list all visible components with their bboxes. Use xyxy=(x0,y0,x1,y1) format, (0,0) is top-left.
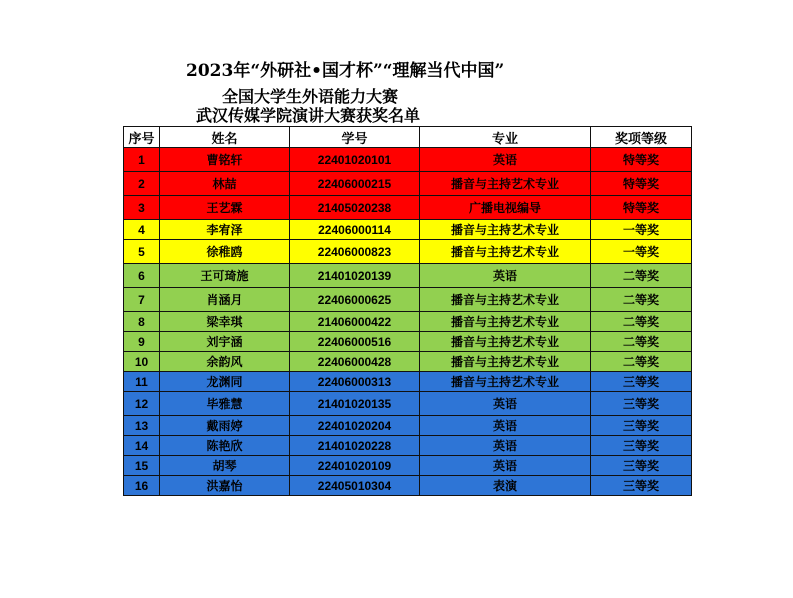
cell-student-id: 22406000823 xyxy=(290,240,420,264)
cell-major: 英语 xyxy=(420,148,591,172)
cell-name: 王可琦施 xyxy=(160,264,290,288)
cell-major: 播音与主持艺术专业 xyxy=(420,312,591,332)
table-header-row xyxy=(124,127,692,148)
cell-student-id: 21401020228 xyxy=(290,436,420,456)
cell-student-id: 22406000516 xyxy=(290,332,420,352)
cell-major: 英语 xyxy=(420,456,591,476)
cell-number: 3 xyxy=(124,196,160,220)
cell-award: 三等奖 xyxy=(591,416,692,436)
table-row xyxy=(124,148,692,172)
title-line-3: 武汉传媒学院演讲大赛获奖名单 xyxy=(196,106,421,125)
cell-number: 6 xyxy=(124,264,160,288)
cell-student-id: 22405010304 xyxy=(290,476,420,496)
cell-student-id: 22401020109 xyxy=(290,456,420,476)
table-row xyxy=(124,372,692,392)
cell-award: 二等奖 xyxy=(591,332,692,352)
cell-award: 特等奖 xyxy=(591,172,692,196)
cell-major: 播音与主持艺术专业 xyxy=(420,288,591,312)
cell-student-id: 22406000215 xyxy=(290,172,420,196)
cell-award: 三等奖 xyxy=(591,436,692,456)
cell-name: 徐稚鸥 xyxy=(160,240,290,264)
cell-award: 三等奖 xyxy=(591,476,692,496)
title-line-1: 2023年“外研社•国才杯”“理解当代中国” xyxy=(186,61,505,81)
cell-award: 二等奖 xyxy=(591,288,692,312)
cell-award: 二等奖 xyxy=(591,352,692,372)
cell-award: 一等奖 xyxy=(591,220,692,240)
cell-award: 特等奖 xyxy=(591,196,692,220)
cell-number: 4 xyxy=(124,220,160,240)
cell-award: 二等奖 xyxy=(591,264,692,288)
table-row xyxy=(124,456,692,476)
cell-number: 8 xyxy=(124,312,160,332)
title-line-2: 全国大学生外语能力大赛 xyxy=(222,87,399,106)
cell-name: 林喆 xyxy=(160,172,290,196)
cell-student-id: 21401020139 xyxy=(290,264,420,288)
header-award: 奖项等级 xyxy=(591,127,692,148)
cell-name: 洪嘉怡 xyxy=(160,476,290,496)
cell-number: 5 xyxy=(124,240,160,264)
cell-student-id: 21401020135 xyxy=(290,392,420,416)
cell-student-id: 22401020101 xyxy=(290,148,420,172)
cell-award: 三等奖 xyxy=(591,392,692,416)
cell-major: 英语 xyxy=(420,264,591,288)
cell-number: 11 xyxy=(124,372,160,392)
cell-student-id: 21406000422 xyxy=(290,312,420,332)
header-name: 姓名 xyxy=(160,127,290,148)
cell-major: 表演 xyxy=(420,476,591,496)
cell-name: 李宥泽 xyxy=(160,220,290,240)
table-row xyxy=(124,436,692,456)
cell-number: 7 xyxy=(124,288,160,312)
table-row xyxy=(124,392,692,416)
cell-name: 胡琴 xyxy=(160,456,290,476)
cell-number: 9 xyxy=(124,332,160,352)
cell-number: 1 xyxy=(124,148,160,172)
table-row xyxy=(124,352,692,372)
awards-table xyxy=(123,126,692,496)
cell-name: 龙渊同 xyxy=(160,372,290,392)
table-row xyxy=(124,416,692,436)
cell-number: 15 xyxy=(124,456,160,476)
cell-student-id: 22406000625 xyxy=(290,288,420,312)
table-row xyxy=(124,240,692,264)
cell-award: 三等奖 xyxy=(591,372,692,392)
header-student-id: 学号 xyxy=(290,127,420,148)
cell-number: 13 xyxy=(124,416,160,436)
cell-award: 三等奖 xyxy=(591,456,692,476)
cell-major: 播音与主持艺术专业 xyxy=(420,352,591,372)
cell-name: 陈艳欣 xyxy=(160,436,290,456)
cell-major: 播音与主持艺术专业 xyxy=(420,240,591,264)
cell-name: 曹铭轩 xyxy=(160,148,290,172)
header-number: 序号 xyxy=(124,127,160,148)
table-row xyxy=(124,332,692,352)
table-row xyxy=(124,288,692,312)
table-row xyxy=(124,220,692,240)
cell-major: 英语 xyxy=(420,436,591,456)
cell-major: 播音与主持艺术专业 xyxy=(420,172,591,196)
cell-student-id: 22406000114 xyxy=(290,220,420,240)
cell-name: 戴雨婷 xyxy=(160,416,290,436)
cell-major: 英语 xyxy=(420,416,591,436)
cell-student-id: 21405020238 xyxy=(290,196,420,220)
cell-name: 梁幸琪 xyxy=(160,312,290,332)
cell-award: 二等奖 xyxy=(591,312,692,332)
cell-number: 10 xyxy=(124,352,160,372)
cell-major: 播音与主持艺术专业 xyxy=(420,220,591,240)
cell-name: 王艺霖 xyxy=(160,196,290,220)
cell-major: 广播电视编导 xyxy=(420,196,591,220)
table-body xyxy=(124,148,692,496)
cell-name: 刘宇涵 xyxy=(160,332,290,352)
cell-student-id: 22401020204 xyxy=(290,416,420,436)
cell-student-id: 22406000313 xyxy=(290,372,420,392)
cell-name: 肖涵月 xyxy=(160,288,290,312)
table-row xyxy=(124,264,692,288)
cell-number: 16 xyxy=(124,476,160,496)
cell-number: 2 xyxy=(124,172,160,196)
table-row xyxy=(124,476,692,496)
table-row xyxy=(124,172,692,196)
cell-award: 一等奖 xyxy=(591,240,692,264)
cell-major: 英语 xyxy=(420,392,591,416)
cell-name: 毕雅慧 xyxy=(160,392,290,416)
cell-number: 14 xyxy=(124,436,160,456)
cell-student-id: 22406000428 xyxy=(290,352,420,372)
cell-major: 播音与主持艺术专业 xyxy=(420,372,591,392)
cell-award: 特等奖 xyxy=(591,148,692,172)
table-row xyxy=(124,196,692,220)
cell-major: 播音与主持艺术专业 xyxy=(420,332,591,352)
header-major: 专业 xyxy=(420,127,591,148)
cell-name: 余韵风 xyxy=(160,352,290,372)
cell-number: 12 xyxy=(124,392,160,416)
table-row xyxy=(124,312,692,332)
